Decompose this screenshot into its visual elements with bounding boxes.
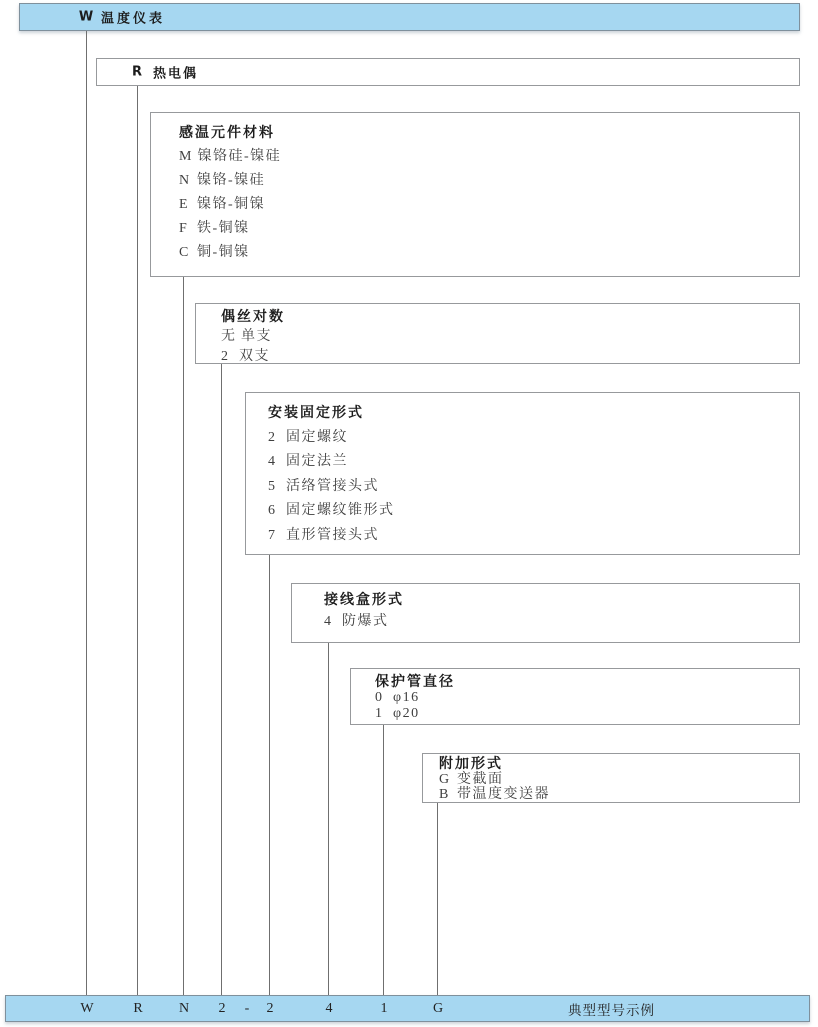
option-code: 无	[221, 329, 235, 344]
option-code: 6	[268, 503, 275, 518]
top-bar-label: 温度仪表	[101, 11, 166, 27]
option-label: 直形管接头式	[286, 527, 379, 543]
option-item	[324, 611, 799, 633]
section-title: 感温元件材料	[179, 125, 275, 141]
option-label: 镍铬-铜镍	[197, 197, 266, 212]
connector-line-g	[437, 803, 438, 995]
option-label: 活络管接头式	[286, 478, 379, 494]
connector-line-4	[328, 643, 329, 995]
option-label: 防爆式	[342, 614, 389, 629]
option-item	[268, 426, 799, 451]
option-item	[221, 347, 799, 367]
option-item	[179, 217, 799, 241]
bottom-bar	[5, 995, 810, 1022]
example-code-2a: 2	[218, 1000, 226, 1016]
section-junction-box	[291, 583, 800, 643]
connector-line-n	[183, 277, 184, 995]
option-item	[221, 327, 799, 347]
option-code: 1	[375, 706, 382, 721]
section-tube-diameter	[350, 668, 800, 725]
section-wire-pairs	[195, 303, 800, 364]
example-code-dash: -	[244, 1000, 250, 1016]
option-item	[268, 499, 799, 524]
section-title: 附加形式	[439, 756, 503, 772]
section-title: 接线盒形式	[324, 592, 404, 608]
option-label: 固定螺纹	[286, 429, 348, 445]
connector-line-r	[137, 86, 138, 995]
option-item	[268, 524, 799, 549]
connector-line-2b	[269, 555, 270, 995]
option-item	[439, 787, 799, 802]
example-code-g: G	[432, 1000, 444, 1016]
option-code: E	[179, 197, 188, 212]
option-label: 固定螺纹锥形式	[286, 503, 395, 518]
option-item	[375, 690, 799, 706]
option-item	[179, 145, 799, 169]
option-label: 固定法兰	[286, 454, 348, 469]
option-item	[179, 241, 799, 265]
top-bar	[19, 3, 800, 31]
option-label: 铜-铜镍	[197, 245, 250, 260]
example-code-1: 1	[380, 1000, 388, 1016]
option-label: φ20	[393, 706, 420, 721]
option-label: 带温度变送器	[457, 787, 550, 802]
option-label: 铁-铜镍	[197, 221, 250, 236]
section-title: 安装固定形式	[268, 405, 364, 421]
option-code: 4	[268, 454, 275, 469]
option-label: φ16	[393, 690, 420, 705]
option-code: B	[439, 787, 449, 802]
example-code-2b: 2	[266, 1000, 274, 1016]
option-item	[179, 169, 799, 193]
section-mounting-type	[245, 392, 800, 555]
connector-line-1	[383, 725, 384, 995]
option-code: 2	[268, 429, 275, 445]
example-code-r: R	[133, 1000, 143, 1016]
option-item	[375, 706, 799, 722]
option-label: 镍铬-镍硅	[197, 173, 266, 188]
option-item	[439, 772, 799, 787]
option-code: 4	[324, 614, 331, 629]
option-code: N	[179, 173, 190, 188]
option-code: 7	[268, 527, 275, 543]
section-title: 保护管直径	[375, 674, 455, 690]
option-code: 5	[268, 478, 275, 494]
connector-line-2a	[221, 364, 222, 995]
option-code: 2	[221, 349, 228, 364]
option-code: C	[179, 245, 189, 260]
r-box-label: 热电偶	[153, 66, 199, 82]
option-code: M	[179, 149, 192, 164]
option-label: 双支	[239, 349, 270, 364]
section-additional-form	[422, 753, 800, 803]
option-item	[268, 450, 799, 475]
bottom-bar-label: 典型型号示例	[568, 1002, 655, 1018]
option-code: G	[439, 772, 450, 787]
r-box	[96, 58, 800, 86]
option-label: 单支	[241, 329, 272, 344]
example-code-4: 4	[325, 1000, 333, 1016]
option-label: 变截面	[457, 772, 504, 787]
top-bar-code: W	[78, 9, 94, 25]
option-item	[268, 475, 799, 500]
section-title: 偶丝对数	[221, 309, 285, 325]
r-box-code: R	[131, 64, 143, 80]
option-code: F	[179, 221, 187, 236]
section-sensor-material	[150, 112, 800, 277]
option-label: 镍铬硅-镍硅	[197, 149, 282, 164]
option-code: 0	[375, 690, 382, 705]
example-code-n: N	[178, 1000, 190, 1016]
connector-line-w	[86, 31, 87, 995]
option-item	[179, 193, 799, 217]
example-code-w: W	[80, 1000, 94, 1016]
